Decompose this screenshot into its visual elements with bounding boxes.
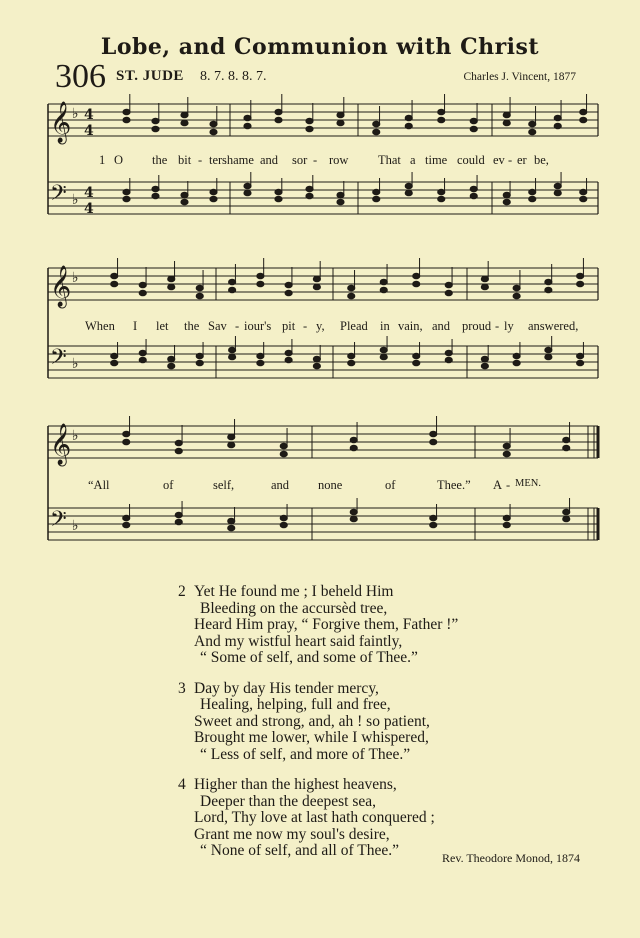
- lyric-syllable: MEN.: [515, 478, 541, 489]
- note-head: [337, 192, 344, 198]
- lyric-syllable: O: [114, 153, 124, 167]
- note-head: [503, 199, 510, 205]
- time-signature: 4: [84, 123, 94, 139]
- note-head: [350, 437, 357, 443]
- note-head: [244, 115, 251, 121]
- verse-line: “ None of self, and all of Thee.”: [200, 842, 399, 859]
- note-head: [175, 512, 182, 518]
- note-head: [470, 186, 477, 192]
- note-head: [244, 123, 251, 129]
- note-head: [554, 115, 561, 121]
- note-head: [350, 445, 357, 451]
- note-head: [306, 186, 313, 192]
- lyric-syllable: and: [271, 478, 290, 492]
- note-head: [313, 363, 320, 369]
- note-head: [373, 129, 380, 135]
- note-head: [181, 112, 188, 118]
- tune-name: ST. JUDE: [116, 68, 184, 84]
- lyric-hyphen: -: [313, 153, 318, 167]
- note-head: [577, 360, 584, 366]
- note-head: [313, 356, 320, 362]
- lyric-syllable: the: [184, 319, 200, 333]
- note-head: [196, 285, 203, 291]
- note-head: [152, 118, 159, 124]
- note-head: [275, 109, 282, 115]
- note-head: [430, 522, 437, 528]
- note-head: [373, 196, 380, 202]
- note-head: [280, 451, 287, 457]
- note-head: [563, 509, 570, 515]
- note-head: [470, 193, 477, 199]
- bass-clef: 𝄢: [50, 507, 67, 537]
- note-head: [545, 347, 552, 353]
- note-head: [111, 353, 118, 359]
- lyric-syllable: none: [318, 478, 343, 492]
- note-head: [580, 196, 587, 202]
- flat-sign: ♭: [72, 106, 79, 122]
- note-head: [513, 285, 520, 291]
- lyric-syllable: time: [425, 153, 448, 167]
- lyric-hyphen: -: [506, 478, 511, 492]
- note-head: [280, 515, 287, 521]
- note-head: [181, 199, 188, 205]
- note-head: [229, 279, 236, 285]
- note-head: [152, 126, 159, 132]
- verse-line: And my wistful heart said faintly,: [194, 632, 403, 650]
- author-credit: Rev. Theodore Monod, 1874: [442, 851, 580, 865]
- note-head: [123, 189, 130, 195]
- note-head: [123, 439, 130, 445]
- note-head: [373, 121, 380, 127]
- note-head: [210, 196, 217, 202]
- lyric-syllable: shame: [222, 153, 254, 167]
- note-head: [123, 431, 130, 437]
- note-head: [373, 189, 380, 195]
- note-head: [438, 189, 445, 195]
- note-head: [430, 439, 437, 445]
- note-head: [380, 354, 387, 360]
- note-head: [580, 117, 587, 123]
- lyric-syllable: self,: [213, 478, 235, 492]
- bass-clef: 𝄢: [50, 345, 67, 375]
- verse-number: 1: [99, 153, 106, 167]
- verse-number: 4: [178, 776, 186, 793]
- lyric-syllable: proud: [462, 319, 492, 333]
- lyric-syllable: and: [432, 319, 451, 333]
- note-head: [438, 109, 445, 115]
- note-head: [413, 273, 420, 279]
- lyric-syllable: ev: [493, 153, 505, 167]
- meter: 8. 7. 8. 8. 7.: [200, 69, 267, 84]
- note-head: [545, 279, 552, 285]
- time-signature: 4: [84, 107, 94, 123]
- verse-line: Sweet and strong, and, ah ! so patient,: [194, 712, 430, 730]
- note-head: [139, 282, 146, 288]
- note-head: [554, 190, 561, 196]
- note-head: [228, 518, 235, 524]
- lyric-syllable: the: [152, 153, 168, 167]
- flat-sign: ♭: [72, 428, 79, 444]
- note-head: [228, 525, 235, 531]
- verse-line: Yet He found me ; I beheld Him: [194, 583, 394, 600]
- note-head: [210, 189, 217, 195]
- note-head: [513, 360, 520, 366]
- lyric-syllable: “All: [88, 478, 110, 492]
- lyrics-line-3: [0, 478, 640, 494]
- note-head: [210, 129, 217, 135]
- lyric-syllable: When: [85, 319, 115, 333]
- treble-clef: 𝄞: [50, 424, 72, 465]
- verse-line: Heard Him pray, “ Forgive them, Father !”: [194, 616, 459, 633]
- note-head: [123, 117, 130, 123]
- note-head: [123, 109, 130, 115]
- note-head: [529, 121, 536, 127]
- note-head: [554, 183, 561, 189]
- note-head: [275, 117, 282, 123]
- note-head: [513, 353, 520, 359]
- lyric-syllable: Thee.”: [437, 478, 471, 492]
- note-head: [257, 273, 264, 279]
- note-head: [123, 522, 130, 528]
- lyric-hyphen: -: [235, 319, 240, 333]
- note-head: [577, 273, 584, 279]
- lyrics-line-2: [0, 319, 640, 335]
- note-head: [430, 515, 437, 521]
- lyric-syllable: of: [385, 478, 396, 492]
- note-head: [350, 509, 357, 515]
- verse-line: Grant me now my soul's desire,: [194, 825, 390, 843]
- note-head: [285, 282, 292, 288]
- verse-number: 2: [178, 583, 186, 600]
- note-head: [152, 186, 159, 192]
- note-head: [405, 183, 412, 189]
- note-head: [111, 273, 118, 279]
- verse-line: Deeper than the deepest sea,: [200, 792, 377, 810]
- note-head: [285, 350, 292, 356]
- lyric-syllable: Plead: [340, 319, 368, 333]
- time-signature: 4: [84, 201, 94, 217]
- note-head: [337, 112, 344, 118]
- verse-line: Day by day His tender mercy,: [194, 679, 379, 697]
- treble-clef: 𝄞: [50, 266, 72, 307]
- note-head: [545, 287, 552, 293]
- lyric-syllable: iour's: [244, 319, 272, 333]
- note-head: [481, 284, 488, 290]
- lyric-syllable: let: [156, 319, 169, 333]
- lyric-syllable: could: [457, 153, 485, 167]
- note-head: [152, 193, 159, 199]
- note-head: [470, 118, 477, 124]
- note-head: [175, 440, 182, 446]
- note-head: [380, 279, 387, 285]
- note-head: [481, 276, 488, 282]
- note-head: [348, 353, 355, 359]
- verse-4: [178, 777, 458, 860]
- note-head: [111, 281, 118, 287]
- note-head: [503, 515, 510, 521]
- verse-line: “ Some of self, and some of Thee.”: [200, 649, 418, 666]
- note-head: [438, 196, 445, 202]
- note-head: [123, 196, 130, 202]
- note-head: [168, 284, 175, 290]
- note-head: [413, 281, 420, 287]
- note-head: [313, 284, 320, 290]
- note-head: [244, 190, 251, 196]
- note-head: [405, 123, 412, 129]
- flat-sign: ♭: [72, 192, 79, 208]
- lyric-syllable: in: [380, 319, 390, 333]
- note-head: [577, 353, 584, 359]
- note-head: [337, 120, 344, 126]
- lyric-syllable: That: [378, 153, 401, 167]
- note-head: [168, 276, 175, 282]
- note-head: [175, 448, 182, 454]
- note-head: [210, 121, 217, 127]
- note-head: [306, 118, 313, 124]
- treble-clef: 𝄞: [50, 102, 72, 143]
- note-head: [111, 360, 118, 366]
- lyric-syllable: sor: [292, 153, 308, 167]
- note-head: [563, 516, 570, 522]
- note-head: [196, 353, 203, 359]
- lyric-syllable: A: [493, 478, 503, 492]
- note-head: [348, 285, 355, 291]
- note-head: [580, 189, 587, 195]
- note-head: [380, 287, 387, 293]
- lyric-syllable: er: [517, 153, 527, 167]
- note-head: [503, 120, 510, 126]
- note-head: [563, 437, 570, 443]
- note-head: [348, 293, 355, 299]
- note-head: [196, 293, 203, 299]
- section-title: Lobe, and Communion with Christ: [100, 34, 540, 60]
- bass-clef: 𝄢: [50, 181, 67, 211]
- note-head: [285, 357, 292, 363]
- lyrics-line-1: [0, 153, 640, 169]
- note-head: [445, 282, 452, 288]
- note-head: [139, 290, 146, 296]
- note-head: [350, 516, 357, 522]
- verse-line: Higher than the highest heavens,: [194, 776, 397, 793]
- verse-2: [178, 584, 458, 667]
- note-head: [280, 522, 287, 528]
- note-head: [405, 190, 412, 196]
- note-head: [503, 443, 510, 449]
- lyric-syllable: be,: [534, 153, 549, 167]
- note-head: [228, 442, 235, 448]
- note-head: [196, 360, 203, 366]
- verses: [178, 584, 458, 874]
- note-head: [529, 129, 536, 135]
- verse-line: Brought me lower, while I whispered,: [194, 729, 429, 746]
- verse-line: Lord, Thy love at last hath conquered ;: [194, 809, 435, 826]
- note-head: [228, 434, 235, 440]
- note-head: [413, 360, 420, 366]
- note-head: [181, 120, 188, 126]
- note-head: [306, 193, 313, 199]
- verse-3: [178, 681, 458, 764]
- note-head: [348, 360, 355, 366]
- note-head: [405, 115, 412, 121]
- note-head: [545, 354, 552, 360]
- note-head: [563, 445, 570, 451]
- note-head: [445, 290, 452, 296]
- flat-sign: ♭: [72, 356, 79, 372]
- note-head: [139, 357, 146, 363]
- note-head: [503, 112, 510, 118]
- note-head: [481, 363, 488, 369]
- lyric-hyphen: -: [495, 319, 500, 333]
- lyric-syllable: y,: [316, 319, 325, 333]
- flat-sign: ♭: [72, 270, 79, 286]
- note-head: [244, 183, 251, 189]
- lyric-syllable: Sav: [208, 319, 227, 333]
- note-head: [503, 522, 510, 528]
- note-head: [229, 347, 236, 353]
- lyric-syllable: ter: [209, 153, 223, 167]
- note-head: [168, 363, 175, 369]
- note-head: [470, 126, 477, 132]
- note-head: [257, 353, 264, 359]
- note-head: [181, 192, 188, 198]
- note-head: [257, 281, 264, 287]
- note-head: [445, 350, 452, 356]
- lyric-syllable: and: [260, 153, 279, 167]
- note-head: [529, 189, 536, 195]
- note-head: [280, 443, 287, 449]
- note-head: [503, 451, 510, 457]
- lyric-hyphen: -: [303, 319, 308, 333]
- lyric-syllable: a: [410, 153, 416, 167]
- note-head: [438, 117, 445, 123]
- note-head: [257, 360, 264, 366]
- note-head: [275, 189, 282, 195]
- note-head: [275, 196, 282, 202]
- lyric-syllable: of: [163, 478, 174, 492]
- note-head: [123, 515, 130, 521]
- note-head: [229, 354, 236, 360]
- note-head: [139, 350, 146, 356]
- note-head: [554, 123, 561, 129]
- lyric-syllable: ly: [504, 319, 514, 333]
- lyric-hyphen: -: [508, 153, 513, 167]
- hymn-number: 306: [55, 58, 106, 95]
- lyric-hyphen: -: [198, 153, 203, 167]
- lyric-syllable: pit: [282, 319, 296, 333]
- lyric-syllable: vain,: [398, 319, 423, 333]
- note-head: [430, 431, 437, 437]
- note-head: [503, 192, 510, 198]
- note-head: [445, 357, 452, 363]
- note-head: [513, 293, 520, 299]
- verse-line: Bleeding on the accursèd tree,: [200, 599, 388, 617]
- note-head: [413, 353, 420, 359]
- note-head: [285, 290, 292, 296]
- time-signature: 4: [84, 185, 94, 201]
- note-head: [481, 356, 488, 362]
- verse-line: Healing, helping, full and free,: [200, 696, 391, 713]
- lyric-syllable: answered,: [528, 319, 579, 333]
- note-head: [380, 347, 387, 353]
- note-head: [577, 281, 584, 287]
- note-head: [168, 356, 175, 362]
- note-head: [175, 519, 182, 525]
- note-head: [529, 196, 536, 202]
- note-head: [580, 109, 587, 115]
- verse-number: 3: [178, 679, 186, 697]
- note-head: [337, 199, 344, 205]
- note-head: [313, 276, 320, 282]
- note-head: [229, 287, 236, 293]
- note-head: [306, 126, 313, 132]
- lyric-syllable: I: [133, 319, 138, 333]
- flat-sign: ♭: [72, 518, 79, 534]
- lyric-syllable: row: [329, 153, 349, 167]
- composer-credit: Charles J. Vincent, 1877: [463, 71, 576, 83]
- lyric-syllable: bit: [178, 153, 192, 167]
- verse-line: “ Less of self, and more of Thee.”: [200, 745, 411, 763]
